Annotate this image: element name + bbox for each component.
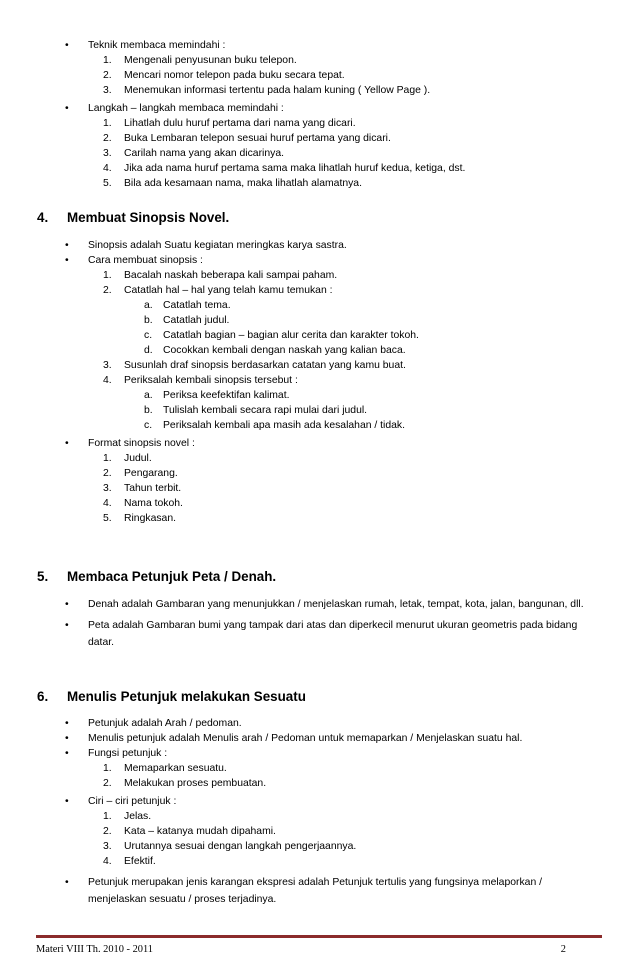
section-5 bbox=[0, 568, 638, 586]
list-item: 1. Jelas. bbox=[103, 811, 152, 822]
list-item: 4. Nama tokoh. bbox=[103, 498, 183, 509]
footer-text: Materi VIII Th. 2010 - 2011 bbox=[36, 944, 153, 955]
bullet-langkah: • Langkah – langkah membaca memindahi : bbox=[0, 101, 638, 116]
list-item: c. Catatlah bagian – bagian alur cerita dan karakter tokoh. bbox=[144, 330, 419, 341]
bullet: • Petunjuk merupakan jenis karangan ekspresi adalah Petunjuk tertulis yang fungsinya melaporkan / menjelaskan sesuatu / proses terjadinya. bbox=[0, 874, 638, 908]
list-item: 4. Efektif. bbox=[103, 856, 156, 867]
list-item: 3. Menemukan informasi tertentu pada halam kuning ( Yellow Page ). bbox=[103, 85, 431, 96]
list-item: d. Cocokkan kembali dengan naskah yang kalian baca. bbox=[144, 345, 406, 356]
bullet: • Format sinopsis novel : bbox=[0, 436, 638, 451]
list-item: a. Catatlah tema. bbox=[144, 300, 231, 311]
bullet: • Fungsi petunjuk : bbox=[0, 746, 638, 761]
list-item: 4. Periksalah kembali sinopsis tersebut : bbox=[103, 375, 298, 386]
list-item: b. Catatlah judul. bbox=[144, 315, 230, 326]
list-item: 2. Buka Lembaran telepon sesuai huruf pertama yang dicari. bbox=[103, 133, 391, 144]
section-4-body bbox=[0, 238, 638, 526]
list-item: 4. Jika ada nama huruf pertama sama maka lihatlah huruf kedua, ketiga, dst. bbox=[103, 163, 466, 174]
bullet: • Peta adalah Gambaran bumi yang tampak dari atas dan diperkecil menurut ukuran geometris pada bidang datar. bbox=[0, 617, 638, 651]
bullet: • Denah adalah Gambaran yang menunjukkan / menjelaskan rumah, letak, tempat, kota, jalan, bangunan, dll. bbox=[0, 596, 638, 613]
list-item: 3. Urutannya sesuai dengan langkah pengerjaannya. bbox=[103, 841, 357, 852]
section-4 bbox=[0, 209, 638, 227]
list-item: 5. Bila ada kesamaan nama, maka lihatlah alamatnya. bbox=[103, 178, 362, 189]
list-item: 1. Mengenali penyusunan buku telepon. bbox=[103, 55, 297, 66]
section-6-body bbox=[0, 716, 638, 908]
list-item: a. Periksa keefektifan kalimat. bbox=[144, 390, 290, 401]
bullet: • Petunjuk adalah Arah / pedoman. bbox=[0, 716, 638, 731]
list-item: 2. Catatlah hal – hal yang telah kamu temukan : bbox=[103, 285, 333, 296]
section-5-body bbox=[0, 596, 638, 651]
list-item: 1. Memaparkan sesuatu. bbox=[103, 763, 227, 774]
bullet: • Ciri – ciri petunjuk : bbox=[0, 794, 638, 809]
bullet: • Menulis petunjuk adalah Menulis arah / Pedoman untuk memaparkan / Menjelaskan suatu hal. bbox=[0, 731, 638, 746]
list-item: c. Periksalah kembali apa masih ada kesalahan / tidak. bbox=[144, 420, 406, 431]
list-item: 3. Carilah nama yang akan dicarinya. bbox=[103, 148, 284, 159]
list-item: 5. Ringkasan. bbox=[103, 513, 176, 524]
list-item: 2. Melakukan proses pembuatan. bbox=[103, 778, 267, 789]
list-item: 1. Judul. bbox=[103, 453, 152, 464]
list-item: 2. Kata – katanya mudah dipahami. bbox=[103, 826, 276, 837]
page-footer bbox=[36, 935, 602, 955]
list-item: 1. Lihatlah dulu huruf pertama dari nama yang dicari. bbox=[103, 118, 356, 129]
list-item: b. Tulislah kembali secara rapi mulai dari judul. bbox=[144, 405, 368, 416]
list-item: 2. Mencari nomor telepon pada buku secara tepat. bbox=[103, 70, 345, 81]
section-6 bbox=[0, 688, 638, 706]
section-heading: 4. Membuat Sinopsis Novel. bbox=[37, 210, 230, 225]
list-item: 1. Bacalah naskah beberapa kali sampai paham. bbox=[103, 270, 338, 281]
page-number: 2 bbox=[560, 944, 566, 955]
section-heading: 5. Membaca Petunjuk Peta / Denah. bbox=[37, 569, 277, 584]
section-heading: 6. Menulis Petunjuk melakukan Sesuatu bbox=[37, 689, 306, 704]
bullet: • Cara membuat sinopsis : bbox=[0, 253, 638, 268]
bullet-teknik: • Teknik membaca memindahi : bbox=[0, 38, 638, 53]
list-item: 3. Tahun terbit. bbox=[103, 483, 182, 494]
section-teknik bbox=[0, 38, 638, 191]
list-item: 2. Pengarang. bbox=[103, 468, 178, 479]
bullet: • Sinopsis adalah Suatu kegiatan meringkas karya sastra. bbox=[0, 238, 638, 253]
list-item: 3. Susunlah draf sinopsis berdasarkan catatan yang kamu buat. bbox=[103, 360, 406, 371]
